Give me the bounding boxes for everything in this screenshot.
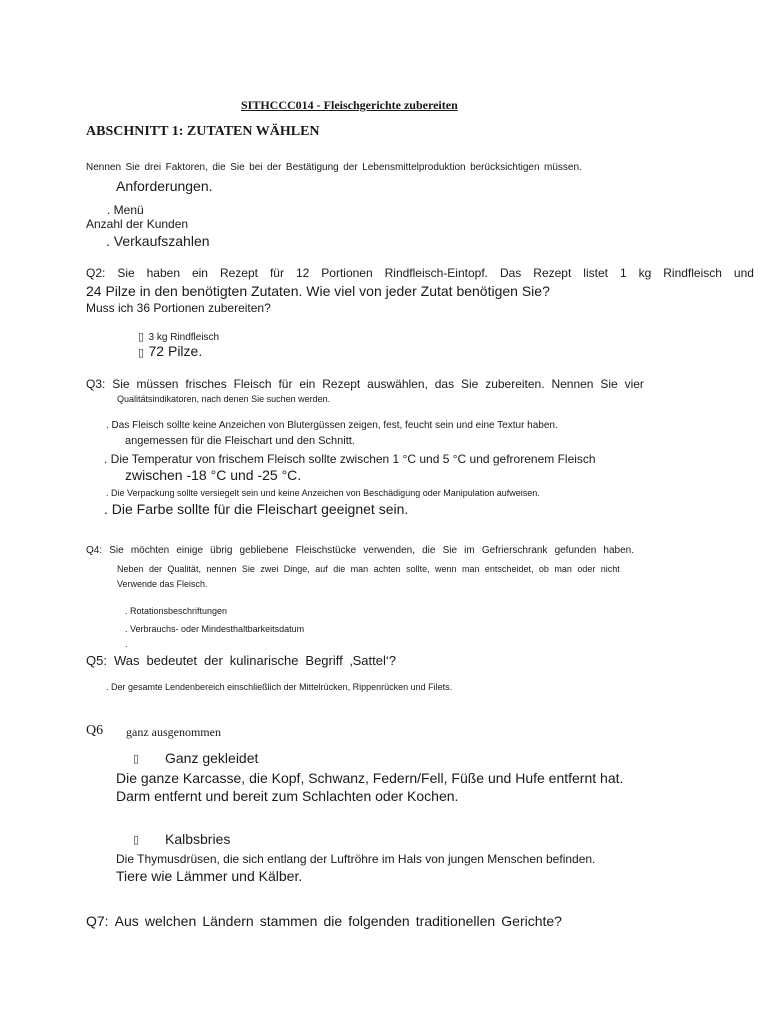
word: Fleisch <box>233 377 272 391</box>
q1-answer-2: . Menü <box>107 203 144 217</box>
word: übrig <box>210 545 233 556</box>
word: Rezept <box>219 266 258 280</box>
q1-answer-1: Anforderungen. <box>116 178 213 194</box>
word: möchten <box>130 545 170 556</box>
word: Portionen <box>321 266 373 280</box>
word: achten <box>373 564 401 574</box>
q6-item-2-heading: Kalbsbries <box>165 831 231 847</box>
word: der <box>204 653 223 668</box>
word: Sie <box>125 162 140 173</box>
word: Bestätigung <box>285 162 339 173</box>
q6-item-1-heading: Ganz gekleidet <box>165 750 259 766</box>
word: Qualität, <box>167 564 201 574</box>
word: Sie <box>460 377 479 391</box>
word: die <box>333 564 346 574</box>
word: Fleischstücke <box>295 545 357 556</box>
q1-answer-4: . Verkaufszahlen <box>106 233 210 249</box>
word: Q2: <box>86 266 106 280</box>
q3-answer-2-cont: zwischen -18 °C und -25 °C. <box>125 467 302 483</box>
word: Q3: <box>86 377 106 391</box>
word: entscheidet, <box>484 564 534 574</box>
q6-item-2-line-1: Die Thymusdrüsen, die sich entlang der Luftröhre im Hals von jungen Menschen befinden. <box>116 852 596 866</box>
word: Sie <box>442 545 458 556</box>
word: wenn <box>435 564 457 574</box>
q2-answer-2 <box>138 343 202 361</box>
word: 12 <box>295 266 310 280</box>
word: einige <box>176 545 204 556</box>
checkbox-icon: ▯ <box>138 346 145 359</box>
q3-question-line-1 <box>86 377 644 391</box>
q4-answer-1: . Rotationsbeschriftungen <box>125 606 228 616</box>
word: Sie <box>230 162 245 173</box>
word: Lebensmittelproduktion <box>362 162 466 173</box>
q3-answer-2: . Die Temperatur von frischem Fleisch sollte zwischen 1 °C und 5 °C und gefrorenem Fleisch <box>104 452 596 466</box>
word: sollte, <box>406 564 430 574</box>
word: kg <box>638 266 652 280</box>
word: Faktoren, <box>165 162 208 173</box>
q2-question-line-1 <box>86 266 754 280</box>
word: nennen <box>206 564 237 574</box>
word: Sie <box>117 266 135 280</box>
word: gefunden <box>554 545 597 556</box>
word: welchen <box>144 913 197 929</box>
word: nicht <box>600 564 620 574</box>
word: drei <box>144 162 162 173</box>
word: das <box>434 377 455 391</box>
q4-answer-3: . <box>125 639 128 649</box>
word: im <box>464 545 475 556</box>
q2-question-line-2: 24 Pilze in den benötigten Zutaten. Wie viel von jeder Zutat benötigen Sie? <box>86 283 550 299</box>
word: vier <box>624 377 644 391</box>
word: Gefrierschrank <box>481 545 548 556</box>
word: müssen. <box>544 162 582 173</box>
word: ob <box>538 564 549 574</box>
word: Q5: <box>86 653 107 668</box>
q3-answer-3: . Die Verpackung sollte versiegelt sein und keine Anzeichen von Beschädigung oder Manipulation aufweisen. <box>106 488 540 498</box>
word: ein <box>191 266 208 280</box>
word: haben <box>146 266 180 280</box>
word: Nennen <box>86 162 122 173</box>
q2-answer-1-text: 3 kg Rindfleisch <box>148 332 220 343</box>
q3-answer-4: . Die Farbe sollte für die Fleischart geeignet sein. <box>104 501 409 517</box>
word: und <box>733 266 754 280</box>
q3-answer-1: . Das Fleisch sollte keine Anzeichen von Blutergüssen zeigen, fest, feucht sein und eine Textur haben. <box>106 420 558 431</box>
word: man <box>461 564 480 574</box>
q1-question <box>86 162 582 173</box>
word: folgenden <box>348 913 410 929</box>
word: zubereiten. <box>485 377 545 391</box>
word: Nennen <box>551 377 594 391</box>
word: Q7: <box>86 913 109 929</box>
q4-question-line-1 <box>86 545 634 556</box>
word: ‚Sattel‘? <box>349 653 396 668</box>
word: stammen <box>259 913 318 929</box>
q3-question-line-2: Qualitätsindikatoren, nach denen Sie suchen werden. <box>117 394 331 404</box>
word: auswählen, <box>367 377 428 391</box>
word: müssen <box>136 377 179 391</box>
word: Gerichte? <box>501 913 562 929</box>
word: haben. <box>603 545 634 556</box>
word: Das <box>499 266 522 280</box>
word: der <box>266 162 282 173</box>
word: listet <box>583 266 608 280</box>
q5-question <box>86 653 396 668</box>
word: Sie <box>600 377 618 391</box>
word: Rezept <box>533 266 572 280</box>
q6-item-2-line-2: Tiere wie Lämmer und Kälber. <box>116 868 303 884</box>
word: kulinarische <box>229 653 299 668</box>
word: auf <box>315 564 328 574</box>
document-title: SITHCCC014 - Fleischgerichte zubereiten <box>241 98 458 112</box>
word: Rindfleisch-Eintopf. <box>384 266 488 280</box>
word: berücksichtigen <box>470 162 540 173</box>
word: oder <box>577 564 596 574</box>
word: Ländern <box>202 913 254 929</box>
word: der <box>148 564 162 574</box>
q6-label: Q6 <box>86 723 104 738</box>
q6-item-1-line-2: Darm entfernt und bereit zum Schlachten oder Kochen. <box>116 788 459 804</box>
checkbox-icon: ▯ <box>133 752 140 765</box>
word: gebliebene <box>239 545 289 556</box>
word: zwei <box>260 564 279 574</box>
q4-question-line-3: Verwende das Fleisch. <box>117 579 208 589</box>
word: 1 <box>619 266 627 280</box>
word: die <box>323 913 343 929</box>
word: der <box>343 162 358 173</box>
word: man <box>350 564 369 574</box>
word: bei <box>249 162 263 173</box>
q2-question-line-3: Muss ich 36 Portionen zubereiten? <box>86 301 271 315</box>
word: bedeutet <box>146 653 198 668</box>
q7-question <box>86 913 562 929</box>
q5-answer: . Der gesamte Lendenbereich einschließlich der Mittelrücken, Rippenrücken und Filets. <box>106 682 453 692</box>
word: Rezept <box>322 377 361 391</box>
q4-question-line-2 <box>117 564 620 574</box>
word: Sie <box>112 377 130 391</box>
q6-item-1-line-1: Die ganze Karcasse, die Kopf, Schwanz, Federn/Fell, Füße und Hufe entfernt hat. <box>116 770 624 786</box>
word: Dinge, <box>283 564 310 574</box>
word: Sie <box>241 564 255 574</box>
word: für <box>269 266 284 280</box>
word: Sie <box>109 545 124 556</box>
q2-answer-2-text: 72 Pilze. <box>148 343 203 359</box>
word: ein <box>299 377 316 391</box>
word: Aus <box>114 913 139 929</box>
section-title: ABSCHNITT 1: ZUTATEN WÄHLEN <box>86 124 320 139</box>
q4-answer-2: . Verbrauchs- oder Mindesthaltbarkeitsdatum <box>125 624 305 634</box>
word: Begriff <box>305 653 343 668</box>
word: Rindfleisch <box>663 266 722 280</box>
q6-title: ganz ausgenommen <box>126 725 221 739</box>
word: verwenden, <box>363 545 415 556</box>
word: frisches <box>185 377 227 391</box>
checkbox-icon: ▯ <box>133 833 140 846</box>
word: für <box>278 377 293 391</box>
word: traditionellen <box>415 913 496 929</box>
q1-answer-3: Anzahl der Kunden <box>86 217 189 231</box>
word: Q4: <box>86 545 103 556</box>
word: die <box>422 545 436 556</box>
word: Was <box>113 653 140 668</box>
q3-answer-1-cont: angemessen für die Fleischart und den Schnitt. <box>125 435 355 447</box>
checkbox-icon: ▯ <box>138 330 145 343</box>
word: die <box>212 162 226 173</box>
word: man <box>554 564 572 574</box>
word: Neben <box>117 564 144 574</box>
